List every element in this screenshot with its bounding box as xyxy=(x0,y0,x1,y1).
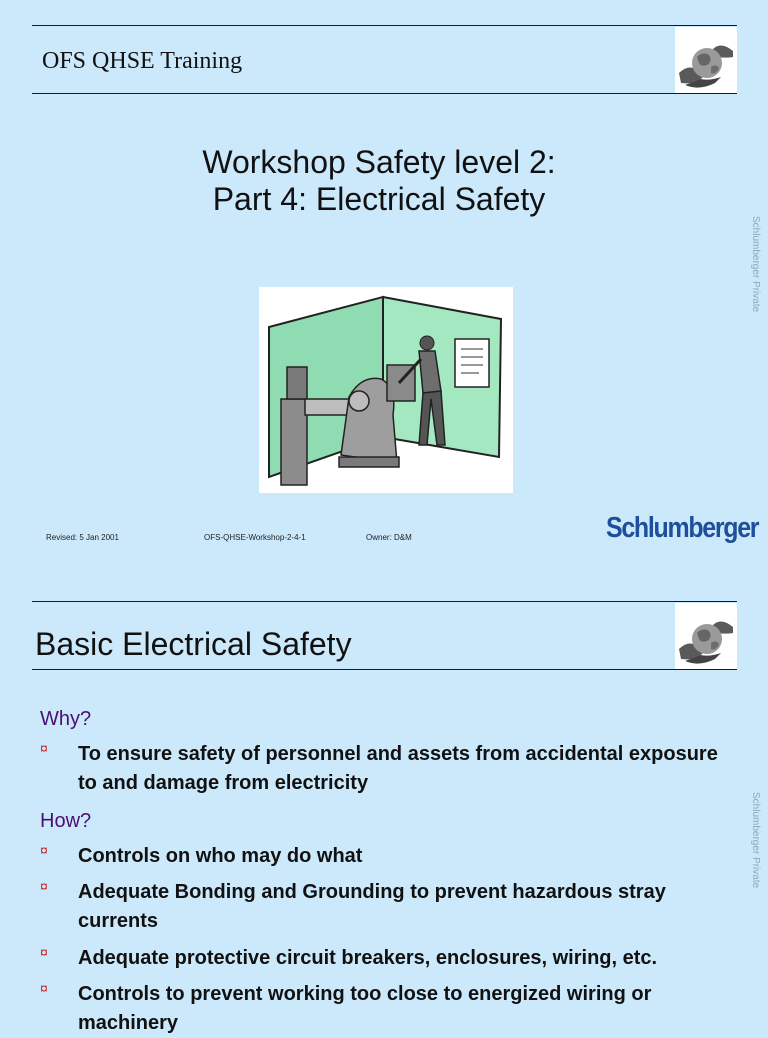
header-bottom-rule xyxy=(32,669,737,670)
bullet-marker: ¤ xyxy=(40,842,48,858)
bullet-marker: ¤ xyxy=(40,980,48,996)
header-top-rule xyxy=(32,601,737,602)
globe-in-hands-logo xyxy=(675,27,737,93)
document-id: OFS-QHSE-Workshop-2-4-1 xyxy=(204,533,306,542)
side-watermark: Schlumberger Private xyxy=(750,792,761,889)
bullet-text: To ensure safety of personnel and assets from accidental exposure to and damage from electricity xyxy=(78,743,718,794)
bullet-marker: ¤ xyxy=(40,944,48,960)
schlumberger-logo: Schlumberger xyxy=(606,512,759,544)
workshop-illustration xyxy=(259,287,513,493)
slide-title-line1: Workshop Safety level 2: xyxy=(202,144,556,180)
why-heading: Why? xyxy=(40,708,92,730)
globe-in-hands-logo xyxy=(675,603,737,669)
content-slide xyxy=(0,590,768,1034)
how-heading: How? xyxy=(40,810,92,832)
header-title: OFS QHSE Training xyxy=(42,48,243,74)
bullet-text: Controls on who may do what xyxy=(78,845,363,867)
header-bottom-rule xyxy=(32,93,737,94)
revised-date: Revised: 5 Jan 2001 xyxy=(46,533,119,542)
bullet-marker: ¤ xyxy=(40,740,48,756)
slide-title-line2: Part 4: Electrical Safety xyxy=(212,181,546,217)
bullet-text: Controls to prevent working too close to energized wiring or machinery xyxy=(78,983,652,1034)
bullet-text: Adequate protective circuit breakers, enclosures, wiring, etc. xyxy=(78,947,658,969)
bullet-marker: ¤ xyxy=(40,878,48,894)
slide-title: Basic Electrical Safety xyxy=(35,626,352,662)
header-top-rule xyxy=(32,25,737,26)
owner-label: Owner: D&M xyxy=(366,533,412,542)
bullet-text: Adequate Bonding and Grounding to prevent hazardous stray currents xyxy=(78,881,666,932)
side-watermark: Schlumberger Private xyxy=(750,216,761,313)
